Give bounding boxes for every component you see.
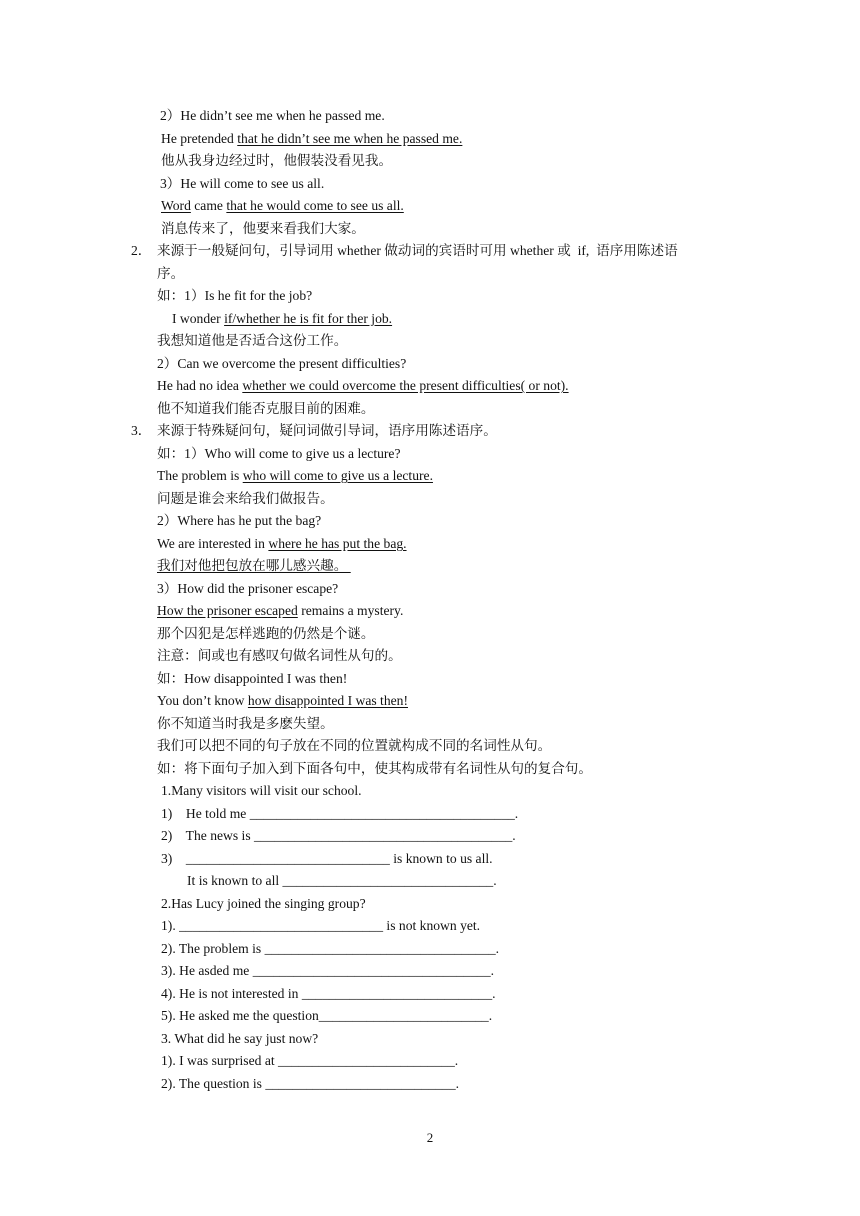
section-heading-cont: 序。 xyxy=(157,266,185,281)
example-transformed xyxy=(161,197,404,215)
example-sentence: 如：How disappointed I was then! xyxy=(157,671,348,686)
underlined-clause: how disappointed I was then! xyxy=(247,693,408,708)
underlined-clause: How the prisoner escaped xyxy=(157,603,298,618)
exercise-question: 3. What did he say just now? xyxy=(161,1031,319,1046)
exercise-item: 3). He asded me ___________________________________. xyxy=(161,963,495,978)
exercise-question: 1.Many visitors will visit our school. xyxy=(161,783,362,798)
paragraph: 如：将下面句子加入到下面各句中，使其构成带有名词性从句的复合句。 xyxy=(157,761,592,776)
example-sentence: 2）Can we overcome the present difficulties? xyxy=(157,356,407,371)
example-sentence: 2）He didn’t see me when he passed me. xyxy=(160,108,385,123)
sentence-suffix: remains a mystery. xyxy=(297,603,404,618)
sentence-prefix: He had no idea xyxy=(157,378,243,393)
section-heading: 来源于一般疑问句，引导词用 whether 做动词的宾语时可用 whether 或 if, 语序用陈述语 xyxy=(157,243,678,258)
exercise-item: 3) ______________________________ is known to us all. xyxy=(161,851,493,866)
chinese-translation: 问题是谁会来给我们做报告。 xyxy=(157,491,334,506)
chinese-translation: 你不知道当时我是多麽失望。 xyxy=(157,716,334,731)
underlined-clause: that he would come to see us all. xyxy=(226,198,404,213)
exercise-item: 2). The problem is __________________________________. xyxy=(161,941,500,956)
paragraph: 我们可以把不同的句子放在不同的位置就构成不同的名词性从句。 xyxy=(157,738,552,753)
example-sentence: 如：1）Is he fit for the job? xyxy=(157,288,313,303)
example-sentence: 3）He will come to see us all. xyxy=(160,176,325,191)
sentence-prefix: He pretended xyxy=(161,131,238,146)
exercise-item: 1) He told me _______________________________________. xyxy=(161,806,519,821)
chinese-translation: 我想知道他是否适合这份工作。 xyxy=(157,333,348,348)
chinese-translation: 我们对他把包放在哪儿感兴趣。 xyxy=(157,558,351,573)
example-transformed xyxy=(157,692,408,710)
underlined-clause: that he didn’t see me when he passed me. xyxy=(237,131,463,146)
exercise-item: 1). I was surprised at __________________________. xyxy=(161,1053,459,1068)
exercise-item: 2) The news is ______________________________________. xyxy=(161,828,516,843)
exercise-item: 4). He is not interested in ____________________________. xyxy=(161,986,496,1001)
sentence-prefix: You don’t know xyxy=(157,693,248,708)
example-sentence: 如：1）Who will come to give us a lecture? xyxy=(157,446,401,461)
sentence-prefix: We are interested in xyxy=(157,536,269,551)
exercise-item: 2). The question is ____________________________. xyxy=(161,1076,460,1091)
example-transformed xyxy=(172,310,392,328)
example-transformed xyxy=(157,535,407,553)
section-number: 2． xyxy=(131,243,152,258)
example-transformed xyxy=(157,377,569,395)
exercise-item: 1). ______________________________ is not known yet. xyxy=(161,918,481,933)
underlined-clause: whether we could overcome the present difficulties( or not). xyxy=(242,378,569,393)
underlined-clause: where he has put the bag. xyxy=(268,536,407,551)
page-number: 2 xyxy=(426,1130,434,1145)
note-text: 注意：间或也有感叹句做名词性从句的。 xyxy=(157,648,402,663)
example-transformed xyxy=(161,130,462,148)
chinese-translation: 那个囚犯是怎样逃跑的仍然是个谜。 xyxy=(157,626,375,641)
example-transformed xyxy=(157,602,403,620)
section-number: 3． xyxy=(131,423,152,438)
sentence-middle: came xyxy=(190,198,227,213)
underlined-clause: who will come to give us a lecture. xyxy=(242,468,433,483)
exercise-question: 2.Has Lucy joined the singing group? xyxy=(161,896,366,911)
chinese-translation: 消息传来了，他要来看我们大家。 xyxy=(161,221,365,236)
sentence-prefix: I wonder xyxy=(172,311,225,326)
example-sentence: 3）How did the prisoner escape? xyxy=(157,581,339,596)
underlined-clause: if/whether he is fit for ther job. xyxy=(224,311,393,326)
chinese-translation: 他不知道我们能否克服目前的困难。 xyxy=(157,401,375,416)
example-sentence: 2）Where has he put the bag? xyxy=(157,513,322,528)
section-heading: 来源于特殊疑问句，疑问词做引导词，语序用陈述语序。 xyxy=(157,423,497,438)
chinese-translation: 他从我身边经过时，他假装没看见我。 xyxy=(161,153,393,168)
underlined-subject: Word xyxy=(161,198,191,213)
sentence-prefix: The problem is xyxy=(157,468,243,483)
example-transformed xyxy=(157,467,433,485)
exercise-item: It is known to all _______________________________. xyxy=(187,873,497,888)
exercise-item: 5). He asked me the question_________________________. xyxy=(161,1008,493,1023)
